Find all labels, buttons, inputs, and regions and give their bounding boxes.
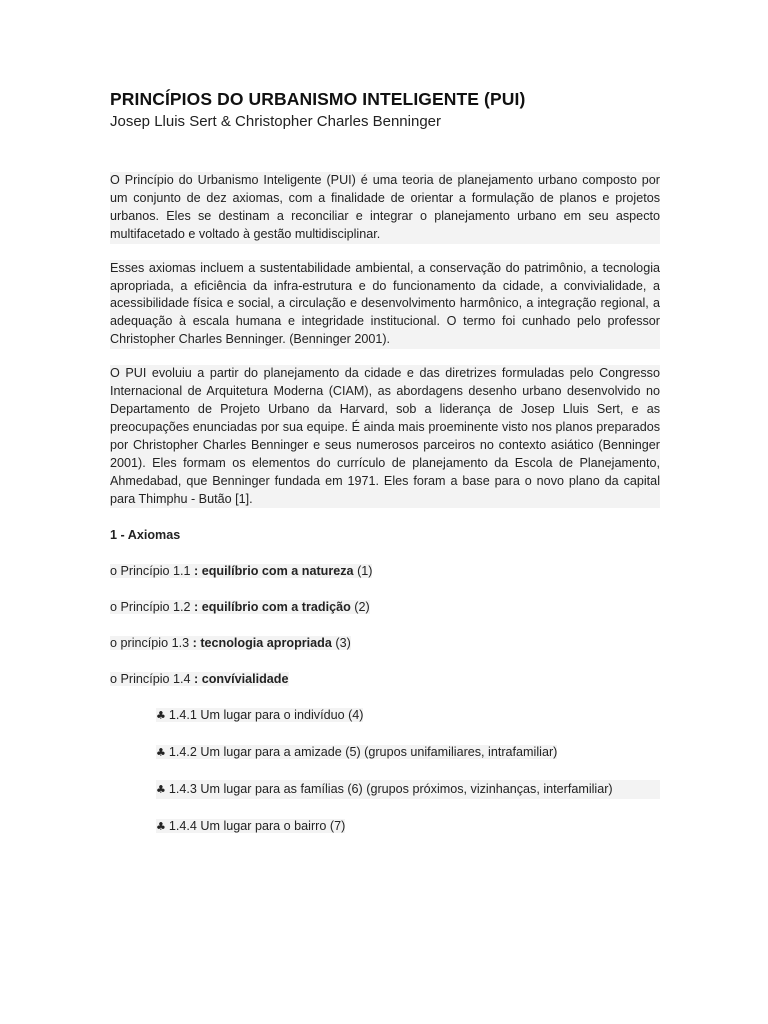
sub-item-1-4-1: ♣ 1.4.1 Um lugar para o indivíduo (4) — [156, 708, 364, 723]
section-heading: 1 - Axiomas — [110, 528, 181, 543]
club-suit-icon: ♣ — [156, 746, 166, 760]
document-title: PRINCÍPIOS DO URBANISMO INTELIGENTE (PUI) — [110, 89, 526, 109]
sub-item-1-4-4: ♣ 1.4.4 Um lugar para o bairro (7) — [156, 819, 346, 834]
club-suit-icon: ♣ — [156, 709, 166, 723]
principle-1-2: o Princípio 1.2 : equilíbrio com a tradição (2) — [110, 600, 370, 615]
principle-1-3: o princípio 1.3 : tecnologia apropriada (3) — [110, 636, 351, 651]
sub-item-1-4-3: ♣ 1.4.3 Um lugar para as famílias (6) (grupos próximos, vizinhanças, interfamiliar) — [156, 780, 660, 799]
document-authors: Josep Lluis Sert & Christopher Charles Benninger — [110, 113, 442, 130]
principle-1-1: o Princípio 1.1 : equilíbrio com a natureza (1) — [110, 564, 373, 579]
club-suit-icon: ♣ — [156, 783, 166, 797]
club-suit-icon: ♣ — [156, 820, 166, 834]
paragraph-axioms: Esses axiomas incluem a sustentabilidade ambiental, a conservação do patrimônio, a tecnologia apropriada, a eficiência da infra-estrutura e do funcionamento da cidade, a convivialidade, a acessibilidade física e social, a circulação e desenvolvimento harmônico, a integração regional, a adequação à escala humana e integridade institucional. O termo foi cunhado pelo professor Christopher Charles Benninger. (Benninger 2001). — [110, 260, 660, 350]
sub-item-1-4-2: ♣ 1.4.2 Um lugar para a amizade (5) (grupos unifamiliares, intrafamiliar) — [156, 745, 558, 760]
principle-1-4: o Princípio 1.4 : convívialidade — [110, 672, 289, 687]
paragraph-evolution: O PUI evoluiu a partir do planejamento da cidade e das diretrizes formuladas pelo Congresso Internacional de Arquitetura Moderna (CIAM), as abordagens desenho urbano desenvolvido no Departamento de Projeto Urbano da Harvard, sob a liderança de Josep Lluis Sert, e as preocupações enunciadas por sua equipe. É ainda mais proeminente visto nos planos preparados por Christopher Charles Benninger e seus numerosos parceiros no contexto asiático (Benninger 2001). Eles formam os elementos do currículo de planejamento da Escola de Planejamento, Ahmedabad, que Benninger fundada em 1971. Eles foram a base para o novo plano da capital para Thimphu - Butão [1]. — [110, 365, 660, 508]
paragraph-intro: O Princípio do Urbanismo Inteligente (PUI) é uma teoria de planejamento urbano composto por um conjunto de dez axiomas, com a finalidade de orientar a formulação de planos e projetos urbanos. Eles se destinam a reconciliar e integrar o planejamento urbano em seu aspecto multifacetado e voltado à gestão multidisciplinar. — [110, 172, 660, 244]
